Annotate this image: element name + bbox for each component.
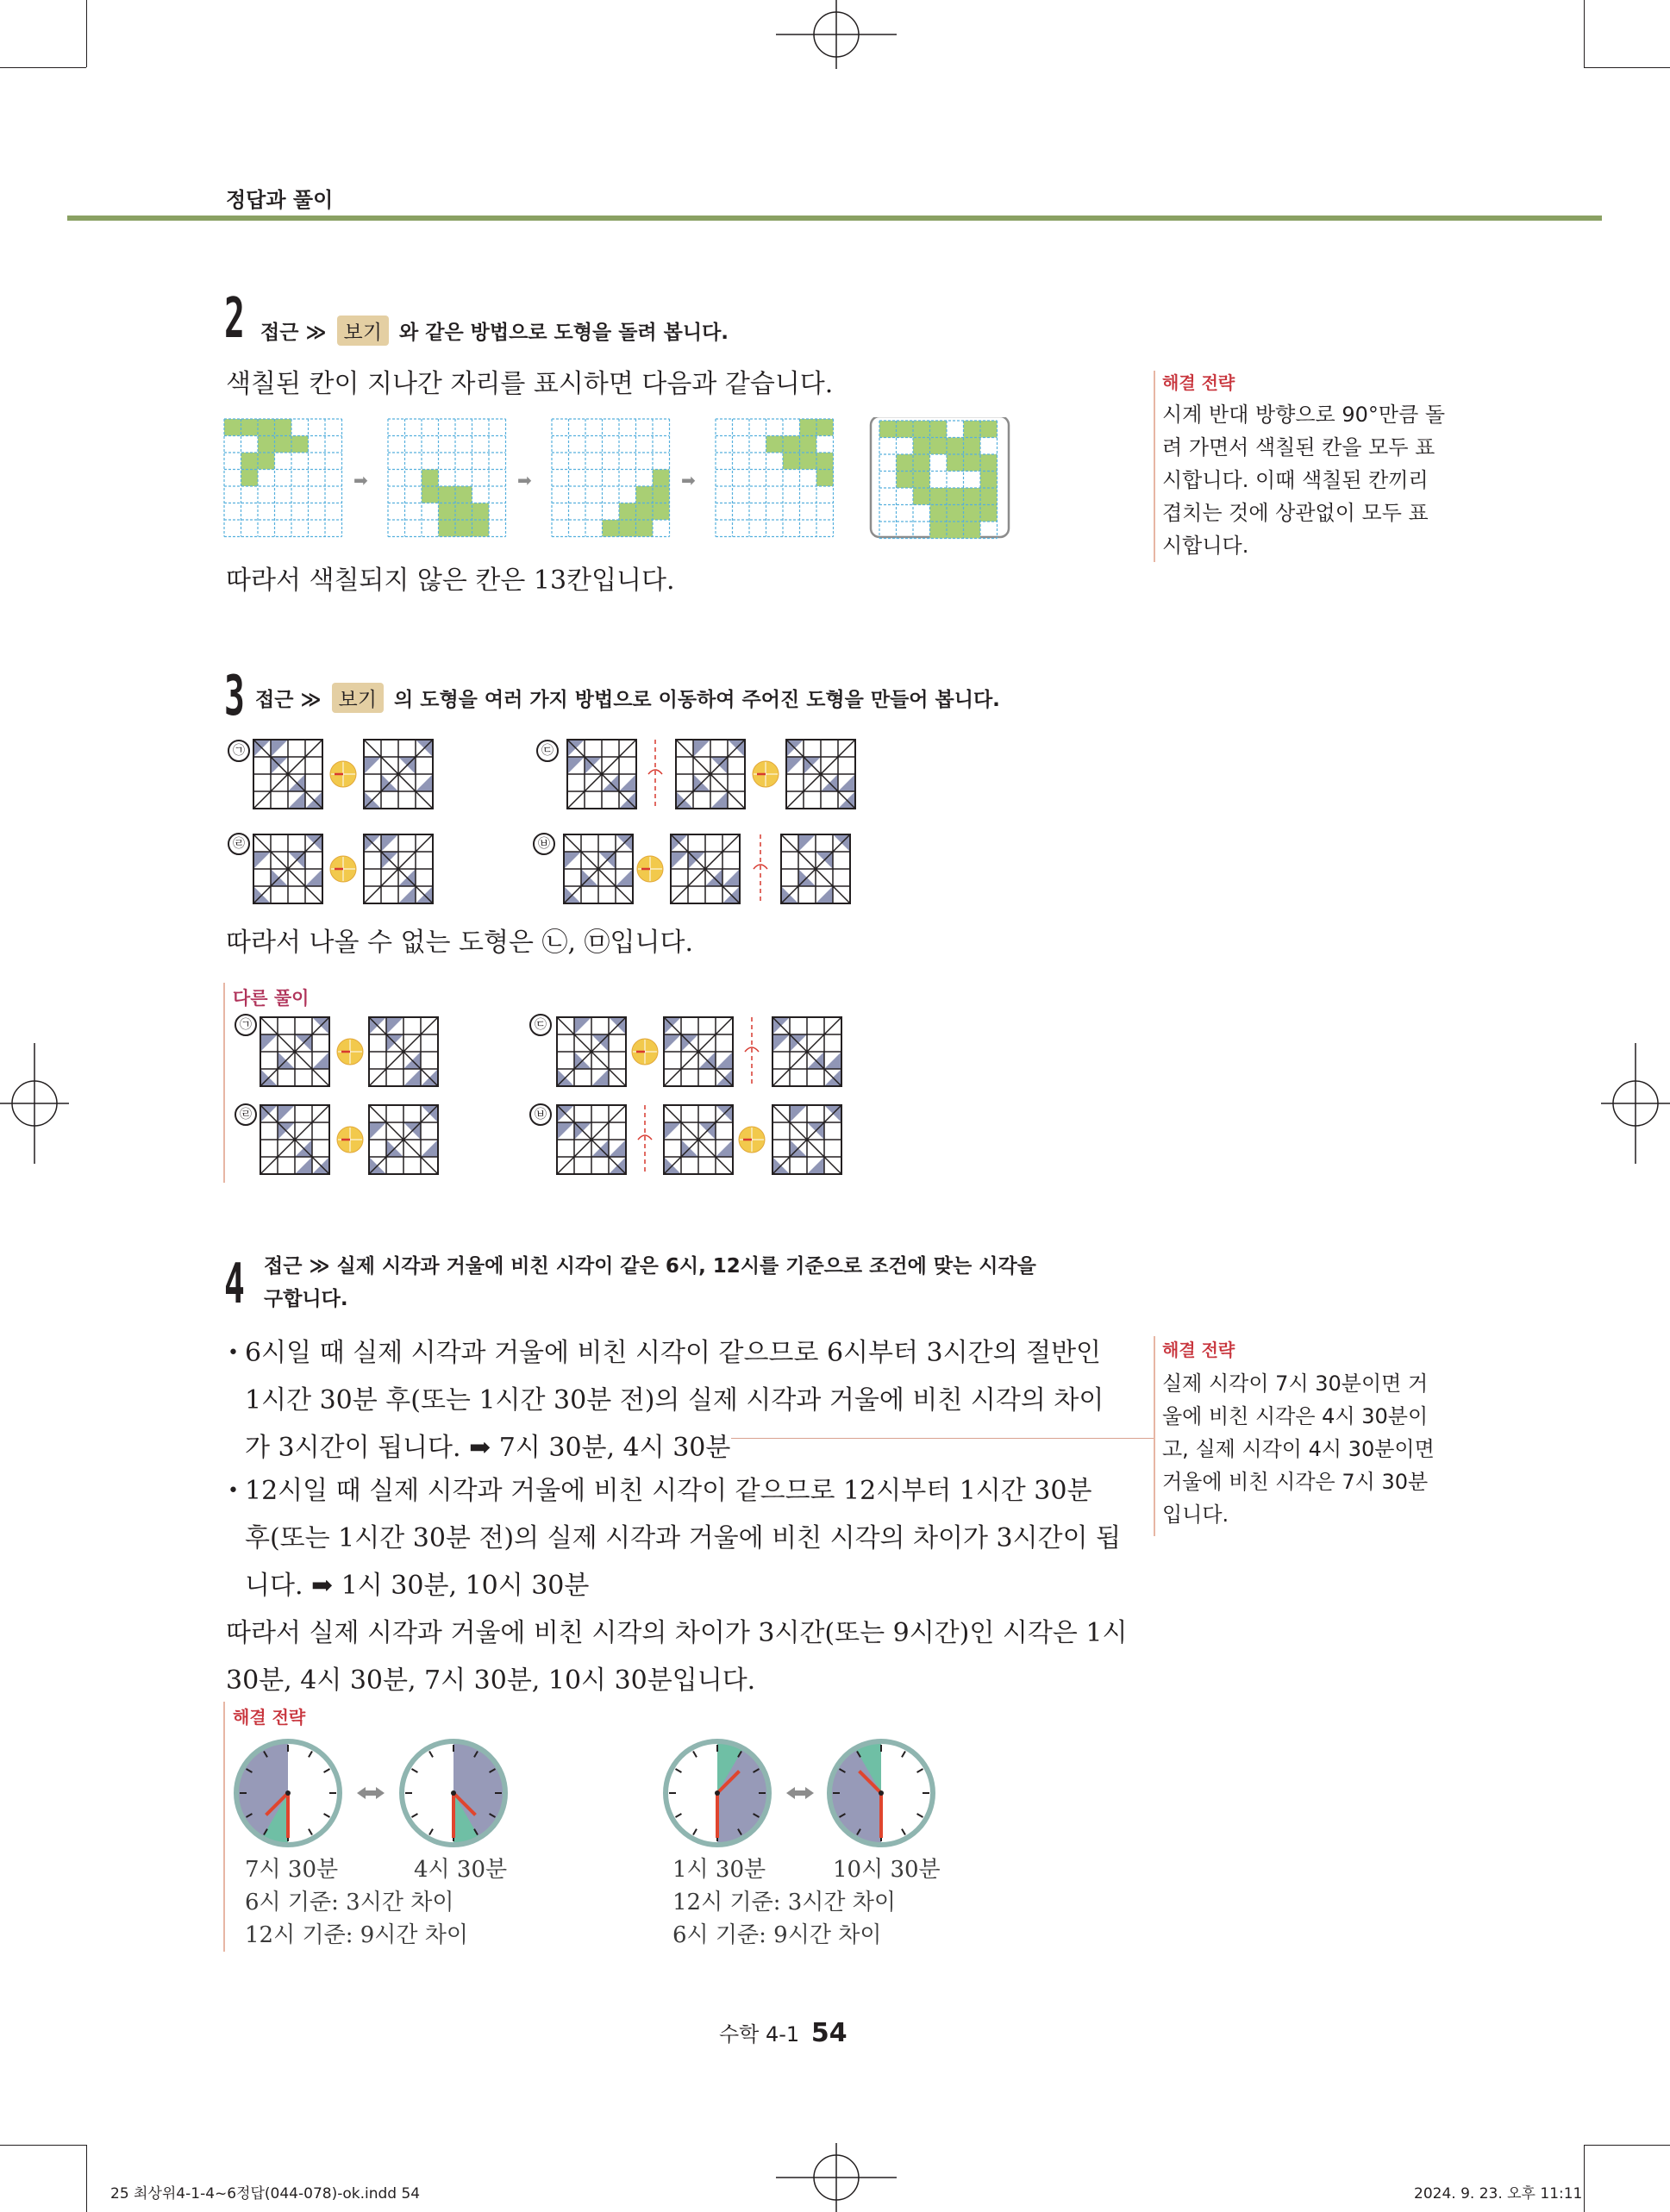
shaded-triangle [693, 740, 710, 757]
shaded-cell [947, 522, 964, 539]
arrow-icon: ➡ [353, 470, 368, 491]
clock-diagrams [231, 1729, 955, 1859]
strategy-text: 시계 반대 방향으로 90°만큼 돌려 가면서 색칠된 칸을 모두 표시합니다. 이때 색칠된 칸끼리 겹치는 것에 상관없이 모두 표시합니다. [1162, 403, 1446, 558]
shaded-cell [897, 421, 914, 438]
alt-figure-digeut-mid [664, 1017, 733, 1086]
print-file: 25 최상위4-1-4~6정답(044-078)-ok.indd 54 [110, 2185, 421, 2203]
shaded-triangle [271, 740, 288, 757]
shaded-cell [422, 470, 439, 487]
rotation-grids [222, 417, 1016, 540]
figure-rieul-end [364, 834, 433, 903]
shaded-triangle [619, 774, 636, 791]
shaded-cell [455, 503, 472, 521]
arrow-icon: ➡ [681, 470, 696, 491]
shaded-cell [980, 488, 998, 505]
figure-giyeok-start [253, 740, 322, 809]
bullet1-line1: 6시일 때 실제 시각과 거울에 비친 시각이 같으므로 6시부터 3시간의 절반인 [245, 1338, 1102, 1368]
approach-line1: 접근 ≫ 실제 시각과 거울에 비친 시각이 같은 6시, 12시를 기준으로 조건에 맞는 시각을 [264, 1255, 1036, 1278]
shaded-triangle [664, 1122, 681, 1140]
bullet1-line2: 1시간 30분 후(또는 1시간 30분 전)의 실제 시각과 거울에 비친 시각의 차이 [245, 1385, 1104, 1415]
shaded-cell [455, 486, 472, 503]
rotation-grid [716, 419, 834, 537]
clock-center [451, 1790, 456, 1796]
shaded-cell [947, 505, 964, 522]
shaded-triangle [591, 1069, 609, 1086]
bullet1-line3: 가 3시간이 됩니다. ➡ 7시 30분, 4시 30분 [245, 1433, 731, 1463]
crop-mark [86, 0, 87, 67]
alt-figure-bieup-start [557, 1105, 626, 1174]
shaded-cell [930, 421, 948, 438]
shaded-triangle [295, 1157, 312, 1174]
shaded-triangle [381, 834, 398, 852]
grid-sequence [222, 417, 1016, 540]
shaded-cell [897, 454, 914, 472]
shaded-cell [241, 470, 259, 487]
shaded-cell [636, 486, 654, 503]
approach-text: 와 같은 방법으로 도형을 돌려 봅니다. [399, 322, 729, 344]
shaded-triangle [567, 757, 585, 774]
subject-label: 수학 4-1 [719, 2022, 800, 2046]
shaded-cell [258, 419, 275, 436]
registration-mark-top [767, 0, 905, 69]
shaded-cell [800, 453, 817, 470]
shaded-triangle [786, 757, 804, 774]
figure-digeut-end [786, 740, 855, 809]
bullet-dot: • [228, 1480, 239, 1502]
alt-figure-bieup-end [772, 1105, 841, 1174]
figure-rieul-start [253, 834, 322, 903]
strategy-title: 해결 전략 [1162, 372, 1235, 393]
shaded-triangle [574, 1017, 591, 1034]
registration-mark-left [0, 1034, 69, 1172]
alt-solution-title: 다른 풀이 [233, 988, 310, 1009]
crop-mark [1584, 2145, 1585, 2212]
approach-prefix: 접근 ≫ [255, 689, 322, 711]
shaded-cell [964, 488, 981, 505]
alt-figure-digeut-end [772, 1017, 841, 1086]
alt-label-giyeok: ㉠ [235, 1014, 257, 1036]
shaded-cell [930, 438, 948, 455]
shaded-triangle [398, 886, 416, 903]
strategy-text: 실제 시각이 7시 30분이면 거울에 비친 시각은 4시 30분이고, 실제 시각이 4시 30분이면 거울에 비친 시각은 7시 30분입니다. [1162, 1372, 1435, 1527]
q2-line1: 색칠된 칸이 지나간 자리를 표시하면 다음과 같습니다. [226, 369, 834, 399]
crop-mark [1584, 67, 1670, 68]
shaded-triangle [798, 834, 816, 852]
shaded-cell [241, 453, 259, 470]
question-number: 4 [224, 1253, 245, 1316]
alt-figure-giyeok-start [260, 1017, 329, 1086]
double-arrow-icon [786, 1787, 814, 1799]
alt-figures [231, 1010, 869, 1183]
shaded-cell [224, 419, 241, 436]
shaded-cell [947, 438, 964, 455]
left-note2: 12시 기준: 9시간 차이 [245, 1922, 468, 1948]
shaded-cell [258, 453, 275, 470]
shaded-triangle [671, 852, 688, 869]
registration-mark-bottom [767, 2143, 905, 2212]
shaded-cell [913, 438, 930, 455]
right-note1: 12시 기준: 3시간 차이 [672, 1890, 896, 1915]
rotation-grid [224, 419, 342, 537]
shaded-triangle [305, 869, 322, 886]
shaded-triangle [416, 774, 433, 791]
shaded-triangle [609, 1140, 626, 1157]
shaded-cell [653, 470, 670, 487]
clock-center [285, 1790, 291, 1796]
shaded-triangle [278, 1105, 295, 1122]
shaded-triangle [816, 886, 833, 903]
print-date: 2024. 9. 23. 오후 11:11 [1414, 2185, 1583, 2203]
bullet2-line3: 니다. ➡ 1시 30분, 10시 30분 [245, 1571, 590, 1601]
shaded-cell [603, 520, 620, 537]
result-grid [879, 421, 998, 539]
label-rieul: ㉣ [228, 833, 250, 855]
shaded-triangle [716, 1052, 733, 1069]
shaded-cell [913, 421, 930, 438]
shaded-triangle [386, 1017, 403, 1034]
shaded-triangle [790, 1105, 807, 1122]
shaded-cell [930, 522, 948, 539]
shaded-cell [291, 436, 309, 453]
shaded-cell [980, 505, 998, 522]
shaded-cell [783, 453, 800, 470]
header-rule [67, 216, 1602, 221]
example-tag: 보기 [332, 683, 384, 713]
example-tag: 보기 [337, 316, 389, 346]
shaded-cell [816, 470, 834, 487]
left-note1: 6시 기준: 3시간 차이 [245, 1890, 454, 1915]
bullet2-line1: 12시일 때 실제 시각과 거울에 비친 시각이 같으므로 12시부터 1시간 30분 [245, 1476, 1092, 1506]
strategy-title: 해결 전략 [1162, 1340, 1235, 1360]
shaded-triangle [716, 1140, 733, 1157]
shaded-cell [422, 486, 439, 503]
shaded-triangle [369, 1122, 386, 1140]
figure-giyeok-end [364, 740, 433, 809]
shaded-cell [964, 454, 981, 472]
alt-figure-giyeok-end [369, 1017, 438, 1086]
clock-figures [231, 1729, 955, 1859]
shaded-cell [980, 421, 998, 438]
bullet2-line2: 후(또는 1시간 30분 전)의 실제 시각과 거울에 비친 시각의 차이가 3시간이 됩 [245, 1523, 1122, 1553]
right-note2: 6시 기준: 9시간 차이 [672, 1922, 882, 1948]
alt-solution-bar [223, 983, 225, 1183]
shaded-cell [636, 503, 654, 521]
shaded-triangle [288, 791, 305, 809]
shaded-triangle [710, 791, 728, 809]
shaded-triangle [260, 1034, 278, 1052]
q3-conclusion: 따라서 나올 수 없는 도형은 ㉡, ㉤입니다. [226, 928, 694, 958]
shaded-triangle [807, 1157, 824, 1174]
alt-label-bieup: ㉥ [529, 1103, 552, 1126]
shaded-cell [930, 505, 948, 522]
q4-conclusion-line1: 따라서 실제 시각과 거울에 비친 시각의 차이가 3시간(또는 9시간)인 시각은 1시 [226, 1618, 1128, 1648]
shaded-triangle [421, 1140, 438, 1157]
strategy-bar [1154, 1336, 1155, 1536]
shaded-triangle [772, 1034, 790, 1052]
shaded-triangle [403, 1069, 421, 1086]
shaded-triangle [564, 852, 581, 869]
shaded-cell [816, 419, 834, 436]
figure-bieup-mid [671, 834, 740, 903]
approach-text: 의 도형을 여러 가지 방법으로 이동하여 주어진 도형을 만들어 봅니다. [394, 689, 1000, 711]
shaded-cell [653, 486, 670, 503]
crop-mark [1584, 0, 1585, 67]
label-digeut: ㉢ [536, 740, 559, 762]
shaded-cell [913, 454, 930, 472]
clock-center [715, 1790, 720, 1796]
alt-label-rieul: ㉣ [235, 1103, 257, 1126]
shaded-triangle [664, 1034, 681, 1052]
clock-box-bar [223, 1702, 225, 1952]
shaded-cell [783, 436, 800, 453]
shaded-triangle [364, 757, 381, 774]
shaded-cell [472, 520, 490, 537]
alt-figure-rieul-start [260, 1105, 329, 1174]
clock-caption: 4시 30분 [414, 1857, 508, 1883]
shaded-cell [964, 505, 981, 522]
alt-figure-bieup-mid [664, 1105, 733, 1174]
shaded-cell [913, 472, 930, 489]
figure-digeut-start [567, 740, 636, 809]
shaded-cell [879, 421, 897, 438]
arrow-icon: ➡ [517, 470, 532, 491]
alt-figure-rieul-end [369, 1105, 438, 1174]
approach-line2: 구합니다. [264, 1288, 348, 1310]
shaded-triangle [838, 774, 855, 791]
shaded-cell [816, 453, 834, 470]
approach-line [260, 316, 729, 346]
shaded-cell [930, 488, 948, 505]
shaded-triangle [557, 1122, 574, 1140]
alt-transform-figures [231, 1010, 869, 1183]
question-number: 2 [224, 287, 245, 351]
clock-caption: 1시 30분 [672, 1857, 766, 1883]
crop-mark [1584, 2145, 1670, 2146]
shaded-cell [439, 520, 456, 537]
shaded-cell [947, 454, 964, 472]
strategy-bar [1154, 371, 1155, 562]
shaded-cell [258, 436, 275, 453]
label-bieup: ㉥ [533, 833, 555, 855]
clock-box-title: 해결 전략 [233, 1707, 306, 1728]
shaded-cell [619, 520, 636, 537]
shaded-cell [947, 488, 964, 505]
double-arrow-icon [357, 1787, 385, 1799]
shaded-cell [897, 472, 914, 489]
approach-prefix: 접근 ≫ [260, 322, 327, 344]
clock-center [879, 1790, 884, 1796]
shaded-cell [275, 436, 292, 453]
shaded-cell [455, 520, 472, 537]
shaded-cell [636, 520, 654, 537]
shaded-cell [964, 438, 981, 455]
shaded-cell [653, 503, 670, 521]
shaded-cell [800, 419, 817, 436]
shaded-triangle [616, 869, 633, 886]
clock-caption: 7시 30분 [245, 1857, 339, 1883]
shaded-triangle [722, 869, 740, 886]
shaded-cell [766, 436, 784, 453]
crop-mark [0, 2145, 86, 2146]
figure-digeut-mid [676, 740, 745, 809]
registration-mark-right [1601, 1034, 1670, 1172]
shaded-cell [619, 503, 636, 521]
approach-line [255, 683, 1000, 713]
q4-conclusion-line2: 30분, 4시 30분, 7시 30분, 10시 30분입니다. [226, 1665, 756, 1696]
page-footer [719, 2017, 848, 2048]
leader-line [731, 1438, 1155, 1439]
shaded-cell [964, 522, 981, 539]
crop-mark [0, 67, 86, 68]
figure-bieup-start [564, 834, 633, 903]
rotation-grid [552, 419, 670, 537]
alt-figure-digeut-start [557, 1017, 626, 1086]
shaded-cell [472, 503, 490, 521]
shaded-triangle [312, 1052, 329, 1069]
question-number: 3 [224, 665, 245, 728]
header-title: 정답과 풀이 [226, 188, 334, 212]
crop-mark [86, 2145, 87, 2212]
shaded-cell [241, 419, 259, 436]
q2-line2: 따라서 색칠되지 않은 칸은 13칸입니다. [226, 565, 675, 596]
shaded-cell [275, 419, 292, 436]
clock-caption: 10시 30분 [833, 1857, 941, 1883]
shaded-cell [980, 454, 998, 472]
rotation-grid [388, 419, 506, 537]
label-giyeok: ㉠ [228, 740, 250, 762]
page-number: 54 [810, 2018, 848, 2048]
shaded-cell [439, 486, 456, 503]
shaded-cell [980, 472, 998, 489]
shaded-cell [800, 436, 817, 453]
alt-label-digeut: ㉢ [529, 1014, 552, 1036]
shaded-triangle [824, 1052, 841, 1069]
shaded-triangle [253, 852, 271, 869]
figure-bieup-end [781, 834, 850, 903]
shaded-cell [913, 488, 930, 505]
shaded-cell [439, 503, 456, 521]
shaded-cell [964, 421, 981, 438]
bullet-dot: • [228, 1342, 239, 1364]
